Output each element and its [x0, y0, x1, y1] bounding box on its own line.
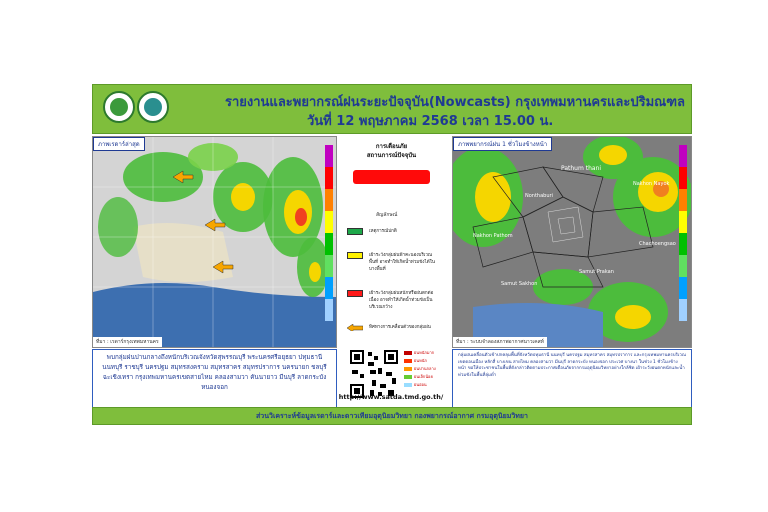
forecast-panel [452, 136, 692, 348]
ministry-logo-icon [137, 91, 169, 123]
direction-arrow-icon [347, 324, 363, 331]
intensity-item: ฝนอ่อน [404, 381, 427, 388]
report-footer [92, 407, 692, 425]
intensity-item: ฝนหนัก [404, 357, 427, 364]
intensity-item: ฝนหนักมาก [404, 349, 434, 356]
latest-radar-panel [92, 136, 337, 348]
place-label: Nonthaburi [525, 193, 553, 199]
place-label: Nakhon Nayok [633, 181, 670, 187]
forecast-summary: กลุ่มฝนเคลื่อนตัวเข้าปกคลุมพื้นที่จังหวัดปทุมธานี นนทบุรี นครปฐม สมุทรสาคร สมุทรปราการ และกรุงเทพมหานครบริเวณเขตดอนเมือง หลักสี่ บางเขน สายไหม คลองสามวา มีนบุรี ลาดกระบัง หนองจอก ประเวศ บางนา ในช่วง 1 ชั่วโมงข้างหน้า ขอให้ประชาชนในพื้นที่ดังกล่าวติดตามประกาศเตือนภัยจากกรมอุตุนิยมวิทยาอย่างใกล้ชิด เฝ้าระวังฝนตกหนักและน้ำท่วมขังในพื้นที่ลุ่มต่ำ [452, 349, 692, 409]
current-rain-summary: พบกลุ่มฝนปานกลางถึงหนักบริเวณจังหวัดสุพรรณบุรี พระนครศรีอยุธยา ปทุมธานี นนทบุรี ราชบุรี นครปฐม สมุทรสงคราม สมุทรสาคร สมุทรปราการ นครนายก ชลบุรี ฉะเชิงเทรา กรุงเทพมหานครเขตสายไหม คลองสามวา คันนายาว มีนบุรี ลาดกระบัง หนองจอก [92, 349, 337, 409]
website-link[interactable]: http://www.satda.tmd.go.th/ [338, 393, 444, 401]
report-header [92, 84, 692, 134]
right-panel-label: ภาพพยากรณ์ฝน 1 ชั่วโมงข้างหน้า [453, 137, 552, 151]
right-panel-source: ที่มา : ระบบจำลองสภาพอากาศนาวเคสท์ [453, 337, 547, 347]
current-warning-level [353, 170, 430, 184]
place-label: Chachoengsao [639, 241, 676, 247]
intensity-item: ฝนเล็กน้อย [404, 373, 433, 380]
place-label: Samut Sakhon [501, 281, 538, 287]
status-title: การเตือนภัย สถานการณ์ปัจจุบัน [366, 143, 417, 159]
radar-map [93, 137, 336, 347]
intensity-item: ฝนปานกลาง [404, 365, 436, 372]
legend-heading: สัญลักษณ์ [376, 212, 398, 218]
place-label: Nakhon Pathom [473, 233, 513, 239]
warning-status-box: การเตือนภัย สถานการณ์ปัจจุบัน สัญลักษณ์ เหตุการณ์ปกติ เฝ้าระวังกลุ่มฝนฟ้าคะนองบริเวณพื้นที่ อาจทำให้เกิดน้ำท่วมขังได้ในบางพื้นที่ เฝ้าระวังกลุ่มฝนหนักหรือฝนตกต่อเนื่อง อาจทำให้เกิดน้ำท่วมขังเป็นบริเวณกว้าง ทิศทางการเคลื่อนตัวของกลุ่มฝน [343, 136, 440, 346]
place-label: Samut Prakan [579, 269, 614, 275]
tmd-logo-icon [103, 91, 135, 123]
place-label: Pathum thani [561, 165, 602, 172]
report-title: รายงานและพยากรณ์ฝนระยะปัจจุบัน(Nowcasts) กรุงเทพมหานครและปริมณฑล [225, 95, 685, 110]
left-panel-label: ภาพเรดาร์ล่าสุด [93, 137, 145, 151]
report-datetime: วันที่ 12 พฤษภาคม 2568 เวลา 15.00 น. [307, 114, 554, 129]
rain-intensity-legend [404, 349, 450, 393]
footer-agency-text: ส่วนวิเคราะห์ข้อมูลเรดาร์และดาวเทียมอุตุนิยมวิทยา กองพยากรณ์อากาศ กรมอุตุนิยมวิทยา [256, 412, 528, 420]
left-panel-source: ที่มา : เรดาร์กรุงเทพมหานคร [93, 337, 162, 347]
